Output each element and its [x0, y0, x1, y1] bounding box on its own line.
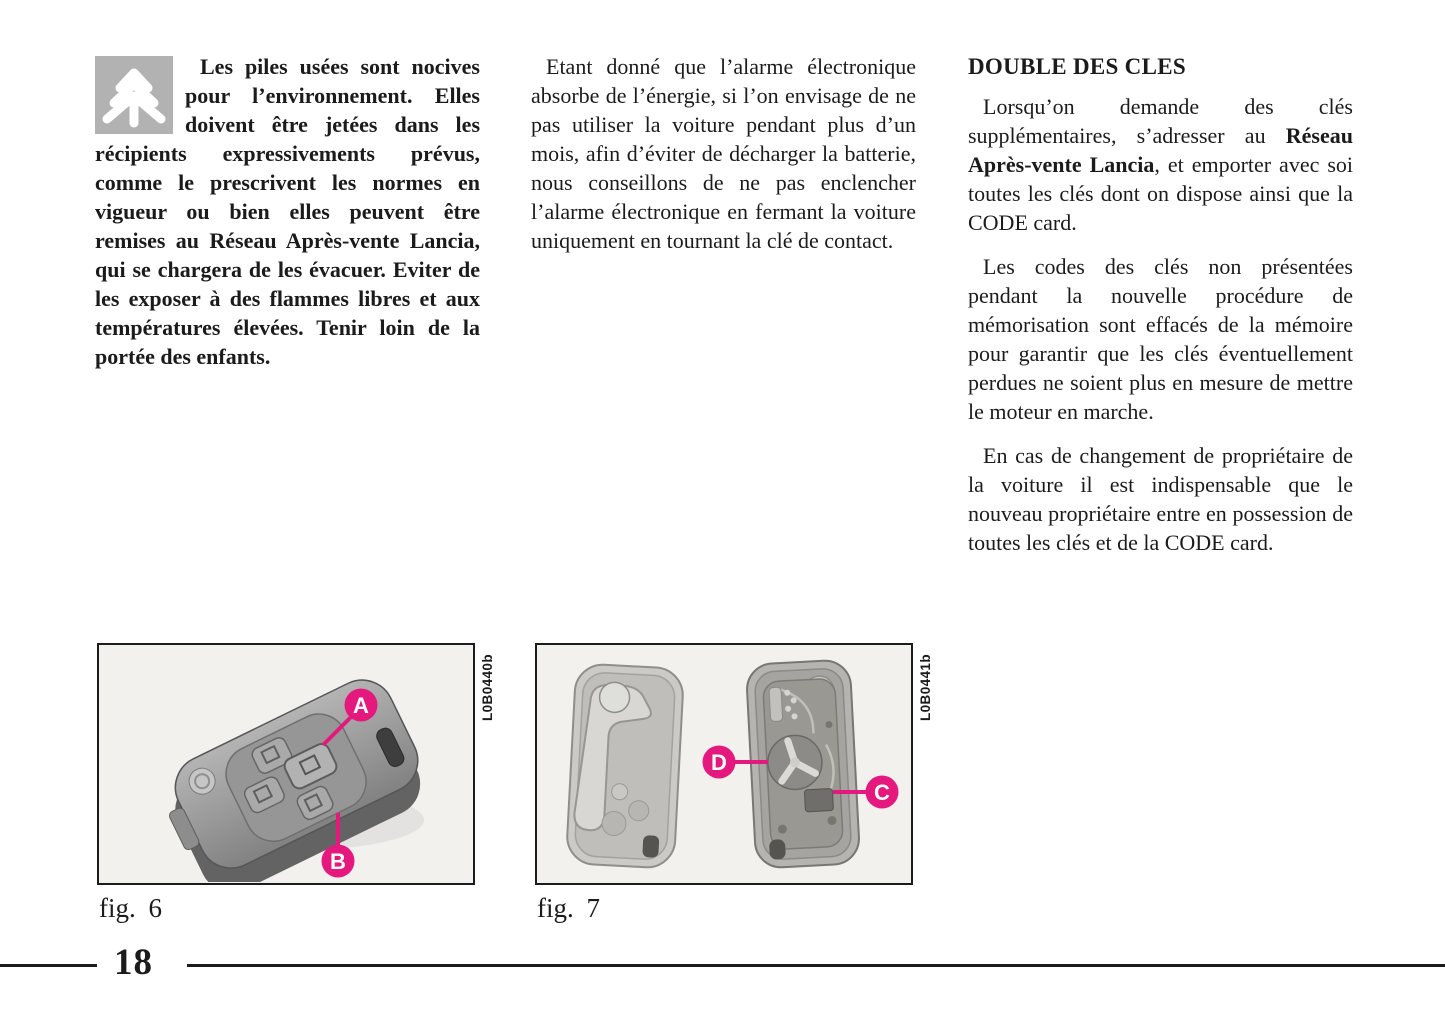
figure-7-photo-code: L0B0441b: [918, 654, 933, 721]
figure-6: [97, 643, 495, 923]
warning-text: Les piles usées sont nocives pour l’environnement. Elles doivent être jetées dans les récipients expressivements prévus, comme le prescrivent les normes en vigueur ou bien elles peuvent être remises au Réseau Après-vente Lancia, qui se chargera de les évacuer. Eviter de les exposer à des flammes libres et aux températures élevées. Tenir loin de la portée des enfants.: [95, 54, 480, 369]
figure-7-frame: [535, 643, 913, 885]
figure-6-frame: [97, 643, 475, 885]
callout-b-letter: B: [330, 849, 346, 874]
callout-a-letter: A: [353, 693, 369, 718]
paragraph-1-bold: Réseau Après-vente Lancia: [968, 123, 1353, 177]
section-heading: DOUBLE DES CLES: [968, 54, 1186, 79]
callout-c-letter: C: [874, 780, 890, 805]
figure-6-photo-code: L0B0440b: [480, 654, 495, 721]
figure-7: [535, 643, 933, 923]
footer-rule-right: [187, 964, 1445, 967]
paragraph-3: En cas de changement de propriétaire de la voiture il est indispensable que le nouveau propriétaire entre en possession de toutes les clés et de la CODE card.: [968, 443, 1353, 555]
footer-rule-left: [0, 964, 97, 967]
callout-d-letter: D: [711, 750, 727, 775]
alarm-column: [531, 52, 916, 255]
paragraph-1-text: Lorsqu’on demande des clés supplémentaires, s’adresser au: [968, 94, 1353, 148]
warning-column: [95, 52, 480, 371]
key-fob-illustration: [99, 645, 472, 882]
duplicate-keys-column: [968, 52, 1353, 557]
paragraph-1: [968, 92, 1353, 237]
key-fob-open-illustration: [537, 645, 910, 882]
alarm-text: Etant donné que l’alarme électronique absorbe de l’énergie, si l’on envisage de ne pas utiliser la voiture pendant plus d’un mois, afin d’éviter de décharger la batterie, nous conseillons de ne pas enclencher l’alarme électronique en fermant la voiture uniquement en tournant la clé de contact.: [531, 54, 916, 253]
paragraph-2: Les codes des clés non présentées pendant la nouvelle procédure de mémorisation sont effacés de la mémoire pour garantir que les clés éventuellement perdues ne soient plus en mesure de mettre le moteur en marche.: [968, 254, 1353, 424]
paragraph-1-end: , et emporter avec soi toutes les clés dont on dispose ainsi que la CODE card.: [968, 152, 1353, 235]
page-number: 18: [114, 942, 153, 983]
figure-6-caption: fig. 6: [99, 893, 162, 923]
figure-7-caption: fig. 7: [537, 893, 600, 923]
pine-tree-recycling-icon: [95, 56, 173, 134]
